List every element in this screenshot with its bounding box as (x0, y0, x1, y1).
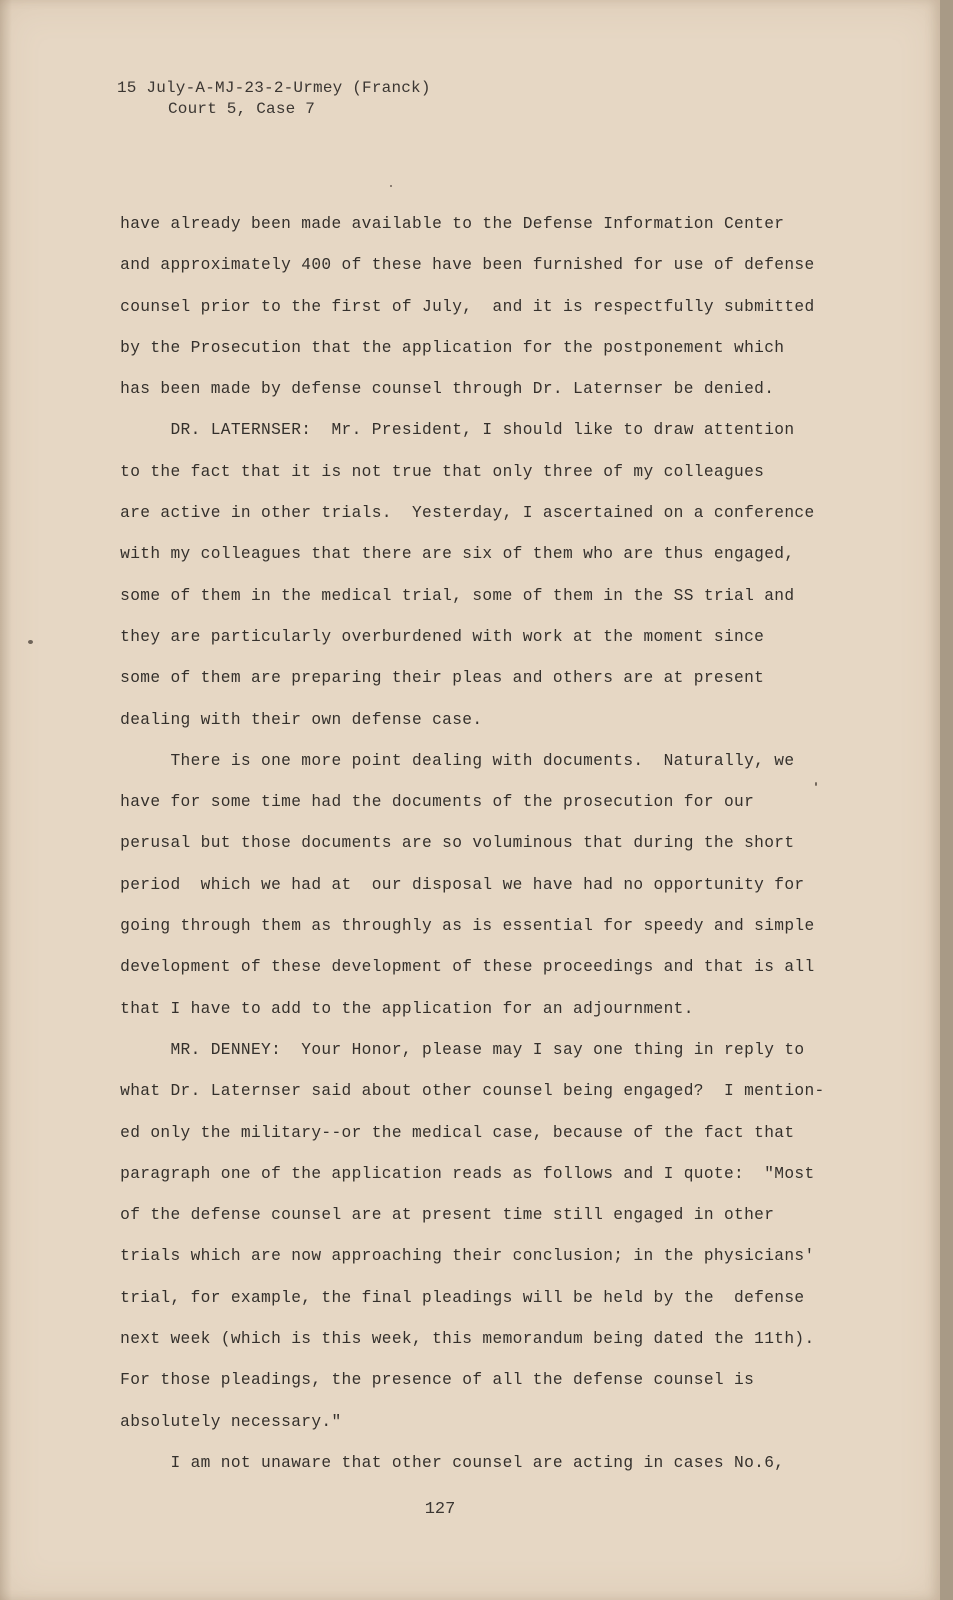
text-line: I am not unaware that other counsel are acting in cases No.6, (100, 1453, 785, 1472)
header-reference-line: 15 July-A-MJ-23-2-Urmey (Franck) (117, 79, 431, 97)
text-line: of the defense counsel are at present time still engaged in other (100, 1206, 775, 1225)
text-line: have already been made available to the Defense Information Center (100, 215, 785, 233)
text-line: with my colleagues that there are six of them who are thus engaged, (100, 545, 795, 564)
text-line: period which we had at our disposal we have had no opportunity for (100, 875, 805, 894)
text-line: For those pleadings, the presence of all the defense counsel is (100, 1371, 755, 1390)
text-line: There is one more point dealing with documents. Naturally, we (100, 751, 795, 770)
text-line: what Dr. Laternser said about other counsel being engaged? I mention- (100, 1082, 825, 1101)
page-binding-edge (0, 0, 12, 1600)
text-line: counsel prior to the first of July, and it is respectfully submitted (100, 297, 815, 316)
page-number: 127 (424, 1500, 456, 1519)
text-line: to the fact that it is not true that only three of my colleagues (100, 462, 765, 481)
text-line: trial, for example, the final pleadings will be held by the defense (100, 1288, 805, 1307)
text-line: ed only the military--or the medical case, because of the fact that (100, 1123, 795, 1142)
text-line: some of them in the medical trial, some of them in the SS trial and (100, 586, 795, 605)
text-line: paragraph one of the application reads as follows and I quote: "Most (100, 1164, 815, 1183)
text-line: are active in other trials. Yesterday, I ascertained on a conference (100, 504, 815, 523)
text-line: and approximately 400 of these have been furnished for use of defense (100, 256, 815, 275)
text-line: some of them are preparing their pleas and others are at present (100, 669, 765, 688)
text-line: perusal but those documents are so voluminous that during the short (100, 834, 795, 853)
text-line: have for some time had the documents of the prosecution for our (100, 793, 755, 812)
paper-speck (815, 782, 817, 786)
text-line: absolutely necessary." (100, 1412, 342, 1431)
text-line: they are particularly overburdened with work at the moment since (100, 627, 765, 646)
text-line: has been made by defense counsel through Dr. Laternser be denied. (100, 380, 775, 399)
text-line: next week (which is this week, this memorandum being dated the 11th). (100, 1330, 815, 1349)
text-line: trials which are now approaching their conclusion; in the physicians' (100, 1247, 815, 1266)
text-line: by the Prosecution that the application for the postponement which (100, 338, 785, 357)
text-line: going through them as throughly as is essential for speedy and simple (100, 917, 815, 936)
text-line: MR. DENNEY: Your Honor, please may I say one thing in reply to (100, 1040, 805, 1059)
text-line: dealing with their own defense case. (100, 710, 483, 729)
text-line: development of these development of these proceedings and that is all (100, 958, 815, 977)
header-court-case-line: Court 5, Case 7 (168, 100, 316, 118)
text-line: DR. LATERNSER: Mr. President, I should like to draw attention (100, 421, 795, 440)
text-line: that I have to add to the application for an adjournment. (100, 999, 694, 1018)
paper-speck (390, 185, 392, 187)
document-header (117, 78, 431, 120)
paper-speck (28, 640, 33, 644)
transcript-body (100, 204, 830, 1484)
